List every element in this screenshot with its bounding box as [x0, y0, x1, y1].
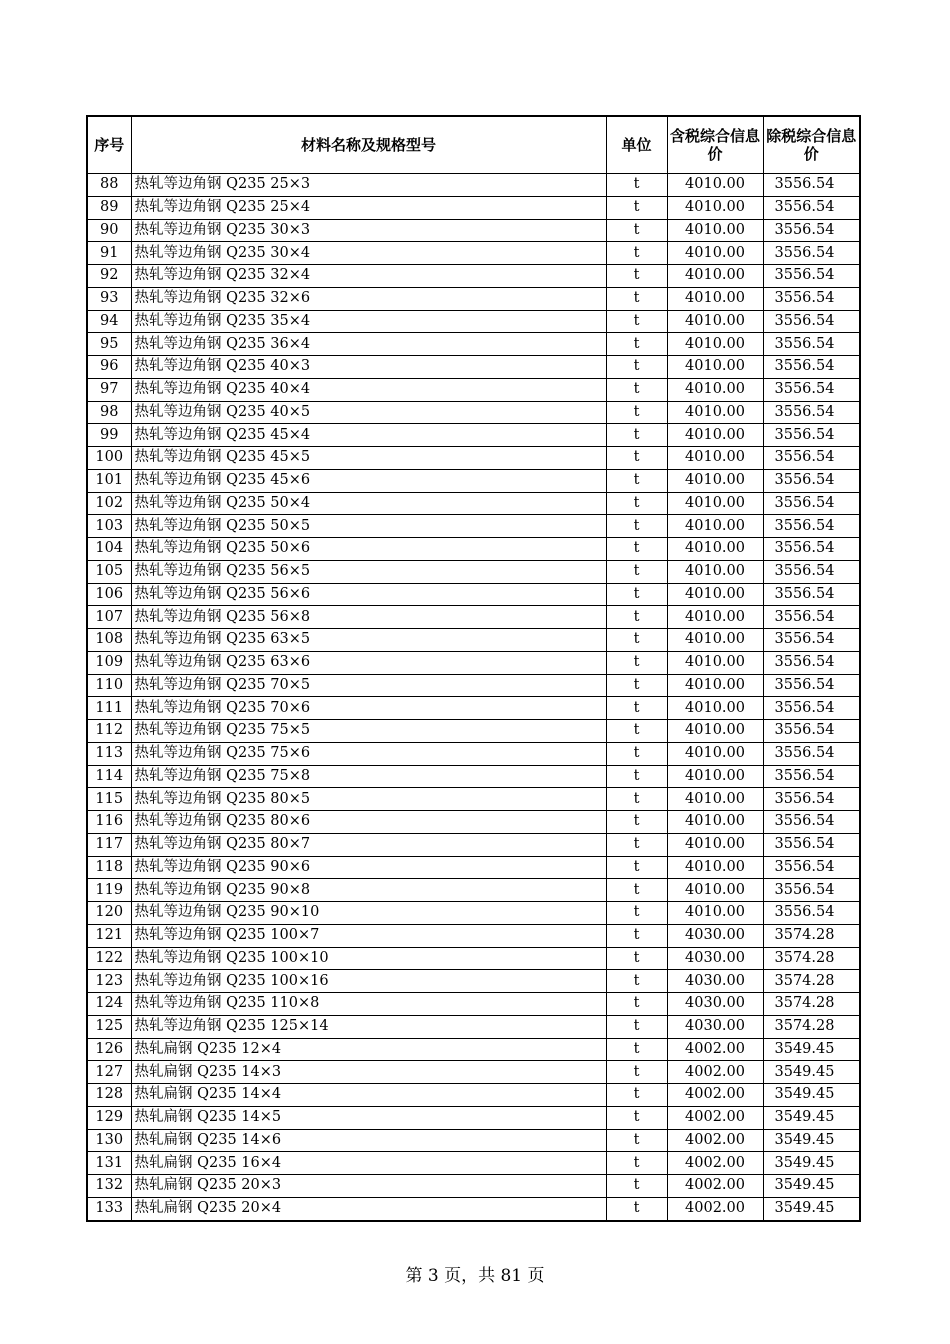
cell-unit: t	[606, 219, 667, 242]
cell-no: 121	[87, 924, 131, 947]
cell-material-name: 热轧等边角钢 Q235 45×6	[131, 469, 606, 492]
header-row	[87, 116, 860, 174]
cell-unit: t	[606, 765, 667, 788]
cell-net-price: 3556.54	[763, 196, 860, 219]
cell-material-name: 热轧等边角钢 Q235 30×3	[131, 219, 606, 242]
cell-unit: t	[606, 1175, 667, 1198]
cell-net-price: 3556.54	[763, 242, 860, 265]
cell-no: 122	[87, 947, 131, 970]
table-row	[87, 697, 860, 720]
cell-unit: t	[606, 401, 667, 424]
cell-no: 115	[87, 788, 131, 811]
cell-tax-price: 4002.00	[667, 1084, 763, 1107]
cell-no: 111	[87, 697, 131, 720]
cell-net-price: 3574.28	[763, 1015, 860, 1038]
cell-net-price: 3549.45	[763, 1129, 860, 1152]
cell-unit: t	[606, 1129, 667, 1152]
cell-tax-price: 4010.00	[667, 811, 763, 834]
table-row	[87, 469, 860, 492]
cell-material-name: 热轧等边角钢 Q235 56×5	[131, 560, 606, 583]
cell-unit: t	[606, 606, 667, 629]
cell-no: 107	[87, 606, 131, 629]
table-row	[87, 333, 860, 356]
cell-tax-price: 4010.00	[667, 265, 763, 288]
cell-material-name: 热轧等边角钢 Q235 25×4	[131, 196, 606, 219]
cell-material-name: 热轧等边角钢 Q235 32×6	[131, 287, 606, 310]
cell-no: 131	[87, 1152, 131, 1175]
cell-tax-price: 4010.00	[667, 697, 763, 720]
cell-no: 112	[87, 720, 131, 743]
table-row	[87, 1129, 860, 1152]
cell-no: 117	[87, 833, 131, 856]
cell-material-name: 热轧等边角钢 Q235 45×5	[131, 447, 606, 470]
table-row	[87, 856, 860, 879]
table-row	[87, 378, 860, 401]
cell-unit: t	[606, 174, 667, 197]
cell-tax-price: 4010.00	[667, 492, 763, 515]
cell-material-name: 热轧等边角钢 Q235 80×5	[131, 788, 606, 811]
cell-material-name: 热轧等边角钢 Q235 36×4	[131, 333, 606, 356]
cell-unit: t	[606, 674, 667, 697]
cell-net-price: 3556.54	[763, 674, 860, 697]
cell-material-name: 热轧等边角钢 Q235 50×6	[131, 538, 606, 561]
cell-material-name: 热轧等边角钢 Q235 90×6	[131, 856, 606, 879]
cell-tax-price: 4002.00	[667, 1197, 763, 1220]
cell-tax-price: 4010.00	[667, 401, 763, 424]
cell-no: 130	[87, 1129, 131, 1152]
header-name: 材料名称及规格型号	[131, 116, 606, 174]
cell-no: 116	[87, 811, 131, 834]
cell-net-price: 3556.54	[763, 356, 860, 379]
cell-material-name: 热轧扁钢 Q235 14×3	[131, 1061, 606, 1084]
cell-no: 113	[87, 742, 131, 765]
cell-net-price: 3556.54	[763, 606, 860, 629]
cell-net-price: 3556.54	[763, 219, 860, 242]
cell-material-name: 热轧等边角钢 Q235 40×3	[131, 356, 606, 379]
cell-net-price: 3556.54	[763, 765, 860, 788]
cell-unit: t	[606, 902, 667, 925]
table-row	[87, 265, 860, 288]
cell-tax-price: 4010.00	[667, 333, 763, 356]
cell-unit: t	[606, 1106, 667, 1129]
cell-tax-price: 4010.00	[667, 720, 763, 743]
table-row	[87, 174, 860, 197]
cell-unit: t	[606, 1061, 667, 1084]
cell-tax-price: 4010.00	[667, 219, 763, 242]
cell-net-price: 3556.54	[763, 697, 860, 720]
cell-unit: t	[606, 856, 667, 879]
cell-no: 127	[87, 1061, 131, 1084]
cell-unit: t	[606, 1084, 667, 1107]
cell-unit: t	[606, 287, 667, 310]
cell-net-price: 3556.54	[763, 265, 860, 288]
cell-no: 101	[87, 469, 131, 492]
cell-material-name: 热轧等边角钢 Q235 110×8	[131, 993, 606, 1016]
cell-no: 124	[87, 993, 131, 1016]
table-row	[87, 720, 860, 743]
header-tax-price: 含税综合信息价	[667, 116, 763, 174]
cell-material-name: 热轧等边角钢 Q235 40×5	[131, 401, 606, 424]
cell-tax-price: 4010.00	[667, 196, 763, 219]
cell-material-name: 热轧等边角钢 Q235 50×4	[131, 492, 606, 515]
cell-net-price: 3556.54	[763, 560, 860, 583]
cell-tax-price: 4010.00	[667, 629, 763, 652]
cell-tax-price: 4010.00	[667, 174, 763, 197]
cell-net-price: 3556.54	[763, 879, 860, 902]
cell-net-price: 3556.54	[763, 287, 860, 310]
cell-no: 125	[87, 1015, 131, 1038]
cell-material-name: 热轧等边角钢 Q235 32×4	[131, 265, 606, 288]
table-row	[87, 765, 860, 788]
cell-no: 106	[87, 583, 131, 606]
cell-tax-price: 4010.00	[667, 515, 763, 538]
cell-tax-price: 4002.00	[667, 1152, 763, 1175]
cell-net-price: 3556.54	[763, 583, 860, 606]
cell-no: 132	[87, 1175, 131, 1198]
cell-material-name: 热轧等边角钢 Q235 125×14	[131, 1015, 606, 1038]
cell-tax-price: 4030.00	[667, 924, 763, 947]
cell-unit: t	[606, 447, 667, 470]
cell-net-price: 3574.28	[763, 970, 860, 993]
table-row	[87, 788, 860, 811]
cell-no: 93	[87, 287, 131, 310]
cell-tax-price: 4010.00	[667, 310, 763, 333]
cell-unit: t	[606, 720, 667, 743]
cell-material-name: 热轧等边角钢 Q235 50×5	[131, 515, 606, 538]
cell-no: 120	[87, 902, 131, 925]
cell-net-price: 3556.54	[763, 401, 860, 424]
cell-material-name: 热轧等边角钢 Q235 30×4	[131, 242, 606, 265]
cell-no: 96	[87, 356, 131, 379]
table-row	[87, 833, 860, 856]
cell-no: 95	[87, 333, 131, 356]
cell-no: 99	[87, 424, 131, 447]
table-row	[87, 970, 860, 993]
table-row	[87, 219, 860, 242]
table-row	[87, 629, 860, 652]
cell-material-name: 热轧等边角钢 Q235 90×8	[131, 879, 606, 902]
cell-tax-price: 4030.00	[667, 1015, 763, 1038]
cell-material-name: 热轧等边角钢 Q235 70×5	[131, 674, 606, 697]
table-row	[87, 492, 860, 515]
cell-no: 109	[87, 651, 131, 674]
cell-unit: t	[606, 424, 667, 447]
cell-unit: t	[606, 265, 667, 288]
cell-no: 103	[87, 515, 131, 538]
cell-tax-price: 4030.00	[667, 970, 763, 993]
cell-material-name: 热轧扁钢 Q235 16×4	[131, 1152, 606, 1175]
cell-tax-price: 4002.00	[667, 1038, 763, 1061]
cell-no: 119	[87, 879, 131, 902]
cell-tax-price: 4010.00	[667, 788, 763, 811]
cell-tax-price: 4010.00	[667, 674, 763, 697]
cell-material-name: 热轧等边角钢 Q235 70×6	[131, 697, 606, 720]
cell-unit: t	[606, 651, 667, 674]
header-net-price: 除税综合信息价	[763, 116, 860, 174]
cell-unit: t	[606, 538, 667, 561]
price-table	[86, 115, 861, 1222]
cell-no: 105	[87, 560, 131, 583]
cell-net-price: 3574.28	[763, 993, 860, 1016]
cell-material-name: 热轧等边角钢 Q235 100×7	[131, 924, 606, 947]
cell-net-price: 3549.45	[763, 1061, 860, 1084]
cell-unit: t	[606, 1152, 667, 1175]
cell-no: 104	[87, 538, 131, 561]
header-unit: 单位	[606, 116, 667, 174]
table-row	[87, 924, 860, 947]
cell-unit: t	[606, 788, 667, 811]
cell-net-price: 3556.54	[763, 902, 860, 925]
cell-tax-price: 4010.00	[667, 583, 763, 606]
cell-net-price: 3556.54	[763, 856, 860, 879]
cell-material-name: 热轧等边角钢 Q235 63×6	[131, 651, 606, 674]
cell-net-price: 3556.54	[763, 651, 860, 674]
page-footer: 第 3 页，共 81 页	[405, 1266, 545, 1286]
cell-material-name: 热轧等边角钢 Q235 56×6	[131, 583, 606, 606]
table-row	[87, 1038, 860, 1061]
cell-net-price: 3549.45	[763, 1084, 860, 1107]
cell-net-price: 3549.45	[763, 1197, 860, 1220]
cell-no: 98	[87, 401, 131, 424]
cell-unit: t	[606, 833, 667, 856]
cell-material-name: 热轧等边角钢 Q235 75×6	[131, 742, 606, 765]
cell-material-name: 热轧等边角钢 Q235 63×5	[131, 629, 606, 652]
table-row	[87, 356, 860, 379]
cell-net-price: 3574.28	[763, 924, 860, 947]
cell-net-price: 3549.45	[763, 1152, 860, 1175]
cell-material-name: 热轧等边角钢 Q235 25×3	[131, 174, 606, 197]
cell-tax-price: 4010.00	[667, 902, 763, 925]
cell-tax-price: 4010.00	[667, 606, 763, 629]
cell-unit: t	[606, 515, 667, 538]
cell-net-price: 3556.54	[763, 378, 860, 401]
table-row	[87, 879, 860, 902]
cell-material-name: 热轧等边角钢 Q235 100×16	[131, 970, 606, 993]
cell-material-name: 热轧等边角钢 Q235 56×8	[131, 606, 606, 629]
table-row	[87, 401, 860, 424]
cell-material-name: 热轧扁钢 Q235 20×4	[131, 1197, 606, 1220]
cell-material-name: 热轧等边角钢 Q235 80×6	[131, 811, 606, 834]
cell-tax-price: 4010.00	[667, 742, 763, 765]
table-row	[87, 538, 860, 561]
cell-no: 92	[87, 265, 131, 288]
cell-no: 90	[87, 219, 131, 242]
cell-no: 100	[87, 447, 131, 470]
cell-unit: t	[606, 1015, 667, 1038]
cell-tax-price: 4010.00	[667, 447, 763, 470]
cell-net-price: 3556.54	[763, 310, 860, 333]
cell-tax-price: 4002.00	[667, 1106, 763, 1129]
table-row	[87, 560, 860, 583]
table-row	[87, 606, 860, 629]
cell-unit: t	[606, 879, 667, 902]
cell-no: 94	[87, 310, 131, 333]
cell-unit: t	[606, 1038, 667, 1061]
table-row	[87, 287, 860, 310]
cell-tax-price: 4010.00	[667, 879, 763, 902]
cell-net-price: 3556.54	[763, 174, 860, 197]
cell-unit: t	[606, 196, 667, 219]
cell-unit: t	[606, 469, 667, 492]
table-row	[87, 947, 860, 970]
table-row	[87, 1197, 860, 1220]
cell-unit: t	[606, 560, 667, 583]
cell-net-price: 3556.54	[763, 469, 860, 492]
cell-net-price: 3549.45	[763, 1106, 860, 1129]
cell-net-price: 3556.54	[763, 811, 860, 834]
cell-no: 133	[87, 1197, 131, 1220]
table-row	[87, 1106, 860, 1129]
cell-tax-price: 4010.00	[667, 560, 763, 583]
cell-net-price: 3556.54	[763, 515, 860, 538]
cell-no: 108	[87, 629, 131, 652]
cell-unit: t	[606, 742, 667, 765]
cell-no: 89	[87, 196, 131, 219]
cell-material-name: 热轧等边角钢 Q235 80×7	[131, 833, 606, 856]
cell-no: 110	[87, 674, 131, 697]
cell-unit: t	[606, 697, 667, 720]
table-row	[87, 993, 860, 1016]
table-row	[87, 196, 860, 219]
table-row	[87, 583, 860, 606]
cell-tax-price: 4010.00	[667, 856, 763, 879]
cell-material-name: 热轧等边角钢 Q235 40×4	[131, 378, 606, 401]
cell-material-name: 热轧扁钢 Q235 12×4	[131, 1038, 606, 1061]
table-row	[87, 1084, 860, 1107]
cell-tax-price: 4010.00	[667, 538, 763, 561]
cell-unit: t	[606, 333, 667, 356]
cell-net-price: 3556.54	[763, 492, 860, 515]
cell-tax-price: 4010.00	[667, 356, 763, 379]
table-row	[87, 1061, 860, 1084]
cell-net-price: 3556.54	[763, 788, 860, 811]
cell-no: 128	[87, 1084, 131, 1107]
cell-net-price: 3574.28	[763, 947, 860, 970]
cell-unit: t	[606, 1197, 667, 1220]
cell-no: 114	[87, 765, 131, 788]
cell-tax-price: 4010.00	[667, 469, 763, 492]
cell-no: 91	[87, 242, 131, 265]
table-row	[87, 242, 860, 265]
cell-tax-price: 4002.00	[667, 1129, 763, 1152]
table-row	[87, 1175, 860, 1198]
table-row	[87, 811, 860, 834]
cell-unit: t	[606, 378, 667, 401]
cell-net-price: 3556.54	[763, 720, 860, 743]
cell-unit: t	[606, 492, 667, 515]
cell-tax-price: 4030.00	[667, 947, 763, 970]
cell-material-name: 热轧等边角钢 Q235 75×8	[131, 765, 606, 788]
cell-tax-price: 4010.00	[667, 242, 763, 265]
cell-material-name: 热轧等边角钢 Q235 90×10	[131, 902, 606, 925]
cell-unit: t	[606, 970, 667, 993]
cell-material-name: 热轧等边角钢 Q235 75×5	[131, 720, 606, 743]
cell-material-name: 热轧扁钢 Q235 14×4	[131, 1084, 606, 1107]
cell-tax-price: 4010.00	[667, 651, 763, 674]
cell-tax-price: 4010.00	[667, 287, 763, 310]
table-row	[87, 1015, 860, 1038]
table-body	[87, 174, 860, 1221]
cell-tax-price: 4010.00	[667, 378, 763, 401]
cell-unit: t	[606, 947, 667, 970]
cell-material-name: 热轧扁钢 Q235 14×6	[131, 1129, 606, 1152]
cell-no: 126	[87, 1038, 131, 1061]
cell-net-price: 3556.54	[763, 833, 860, 856]
cell-net-price: 3556.54	[763, 538, 860, 561]
cell-tax-price: 4002.00	[667, 1175, 763, 1198]
table-row	[87, 674, 860, 697]
cell-unit: t	[606, 310, 667, 333]
cell-net-price: 3549.45	[763, 1175, 860, 1198]
cell-unit: t	[606, 811, 667, 834]
table-row	[87, 515, 860, 538]
header-no: 序号	[87, 116, 131, 174]
cell-tax-price: 4030.00	[667, 993, 763, 1016]
cell-material-name: 热轧扁钢 Q235 20×3	[131, 1175, 606, 1198]
table-row	[87, 902, 860, 925]
cell-no: 97	[87, 378, 131, 401]
cell-no: 88	[87, 174, 131, 197]
table-row	[87, 310, 860, 333]
cell-net-price: 3556.54	[763, 424, 860, 447]
cell-no: 129	[87, 1106, 131, 1129]
cell-tax-price: 4010.00	[667, 833, 763, 856]
cell-material-name: 热轧等边角钢 Q235 35×4	[131, 310, 606, 333]
cell-no: 118	[87, 856, 131, 879]
cell-net-price: 3556.54	[763, 333, 860, 356]
table-row	[87, 1152, 860, 1175]
cell-unit: t	[606, 356, 667, 379]
cell-net-price: 3556.54	[763, 629, 860, 652]
table-row	[87, 424, 860, 447]
cell-material-name: 热轧等边角钢 Q235 45×4	[131, 424, 606, 447]
cell-tax-price: 4002.00	[667, 1061, 763, 1084]
table-row	[87, 447, 860, 470]
cell-no: 123	[87, 970, 131, 993]
cell-material-name: 热轧等边角钢 Q235 100×10	[131, 947, 606, 970]
cell-unit: t	[606, 993, 667, 1016]
cell-unit: t	[606, 583, 667, 606]
table-row	[87, 742, 860, 765]
cell-no: 102	[87, 492, 131, 515]
cell-unit: t	[606, 629, 667, 652]
cell-net-price: 3549.45	[763, 1038, 860, 1061]
cell-tax-price: 4010.00	[667, 424, 763, 447]
cell-unit: t	[606, 242, 667, 265]
cell-tax-price: 4010.00	[667, 765, 763, 788]
table-row	[87, 651, 860, 674]
cell-net-price: 3556.54	[763, 742, 860, 765]
cell-material-name: 热轧扁钢 Q235 14×5	[131, 1106, 606, 1129]
cell-net-price: 3556.54	[763, 447, 860, 470]
cell-unit: t	[606, 924, 667, 947]
